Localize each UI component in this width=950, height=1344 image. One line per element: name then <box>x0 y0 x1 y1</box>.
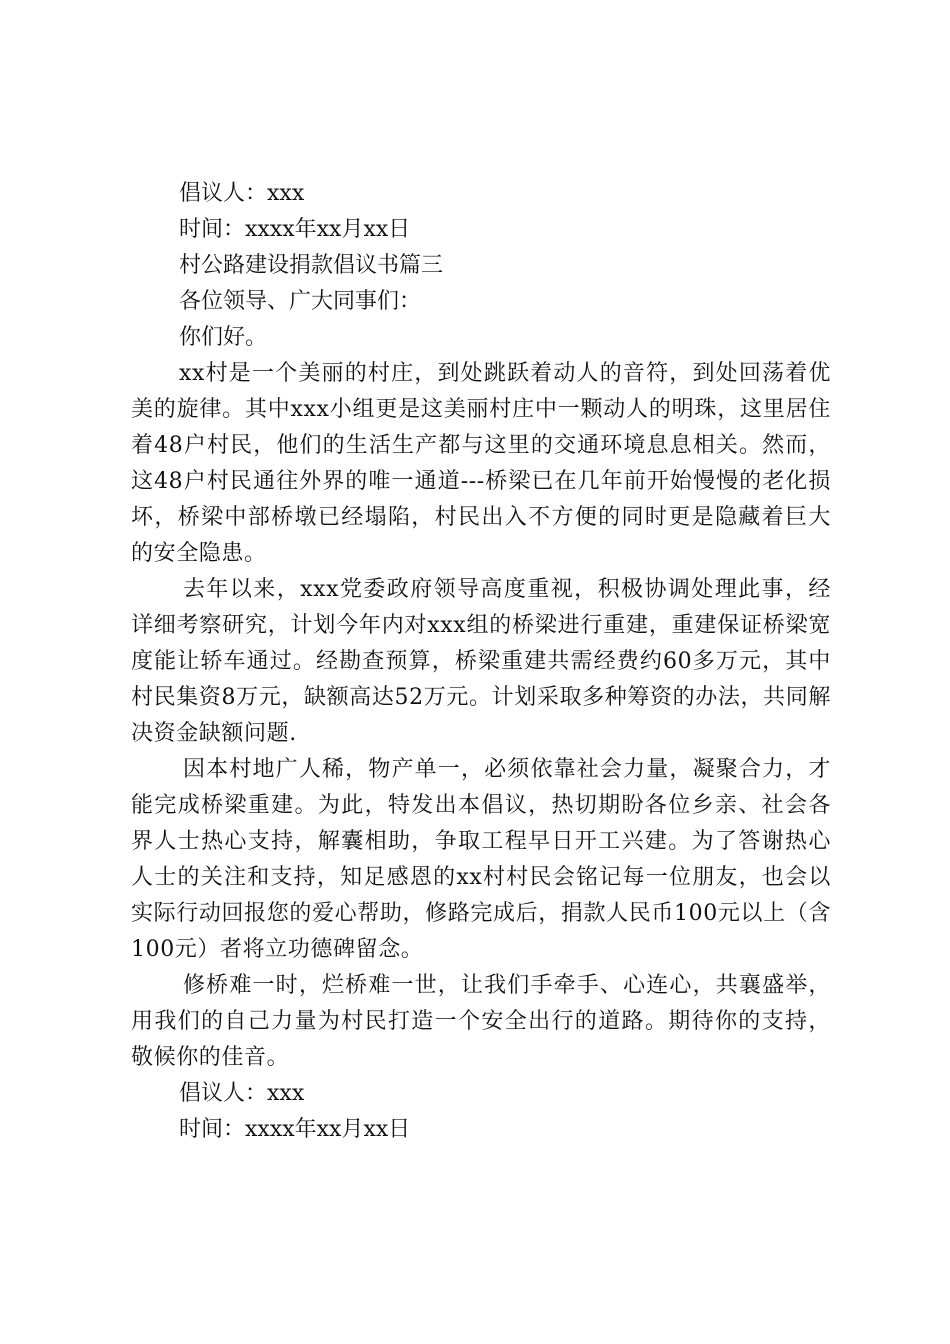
greeting: 你们好。 <box>179 325 268 350</box>
date-line-bottom: 时间：xxxx年xx月xx日 <box>179 1117 411 1142</box>
proposer-line-bottom: 倡议人：xxx <box>179 1081 305 1106</box>
salutation: 各位领导、广大同事们： <box>179 289 422 314</box>
section-title: 村公路建设捐款倡议书篇三 <box>179 253 444 278</box>
body-paragraph-1: xx村是一个美丽的村庄，到处跳跃着动人的音符，到处回荡着优美的旋律。其中xxx小组更是这美丽村庄中一颗动人的明珠，这里居住着48户村民，他们的生活生产都与这里的交通环境息息相关。然而，这48户村民通往外界的唯一通道---桥梁已在几年前开始慢慢的老化损坏，桥梁中部桥墩已经塌陷，村民出入不方便的同时更是隐藏着巨大的安全隐患。 <box>131 361 831 566</box>
document-page <box>131 176 831 1148</box>
body-paragraph-4: 修桥难一时，烂桥难一世，让我们手牵手、心连心，共襄盛举，用我们的自己力量为村民打造一个安全出行的道路。期待你的支持，敬候你的佳音。 <box>131 973 831 1070</box>
body-paragraph-3: 因本村地广人稀，物产单一，必须依靠社会力量，凝聚合力，才能完成桥梁重建。为此，特发出本倡议，热切期盼各位乡亲、社会各界人士热心支持，解囊相助，争取工程早日开工兴建。为了答谢热心人士的关注和支持，知足感恩的xx村村民会铭记每一位朋友，也会以实际行动回报您的爱心帮助，修路完成后，捐款人民币100元以上（含100元）者将立功德碑留念。 <box>131 757 831 962</box>
date-line-top: 时间：xxxx年xx月xx日 <box>179 217 411 242</box>
proposer-line-top: 倡议人：xxx <box>179 181 305 206</box>
body-paragraph-2: 去年以来，xxx党委政府领导高度重视，积极协调处理此事，经详细考察研究，计划今年内对xxx组的桥梁进行重建，重建保证桥梁宽度能让轿车通过。经勘查预算，桥梁重建共需经费约60多万元，其中村民集资8万元，缺额高达52万元。计划采取多种筹资的办法，共同解决资金缺额问题. <box>131 577 831 746</box>
